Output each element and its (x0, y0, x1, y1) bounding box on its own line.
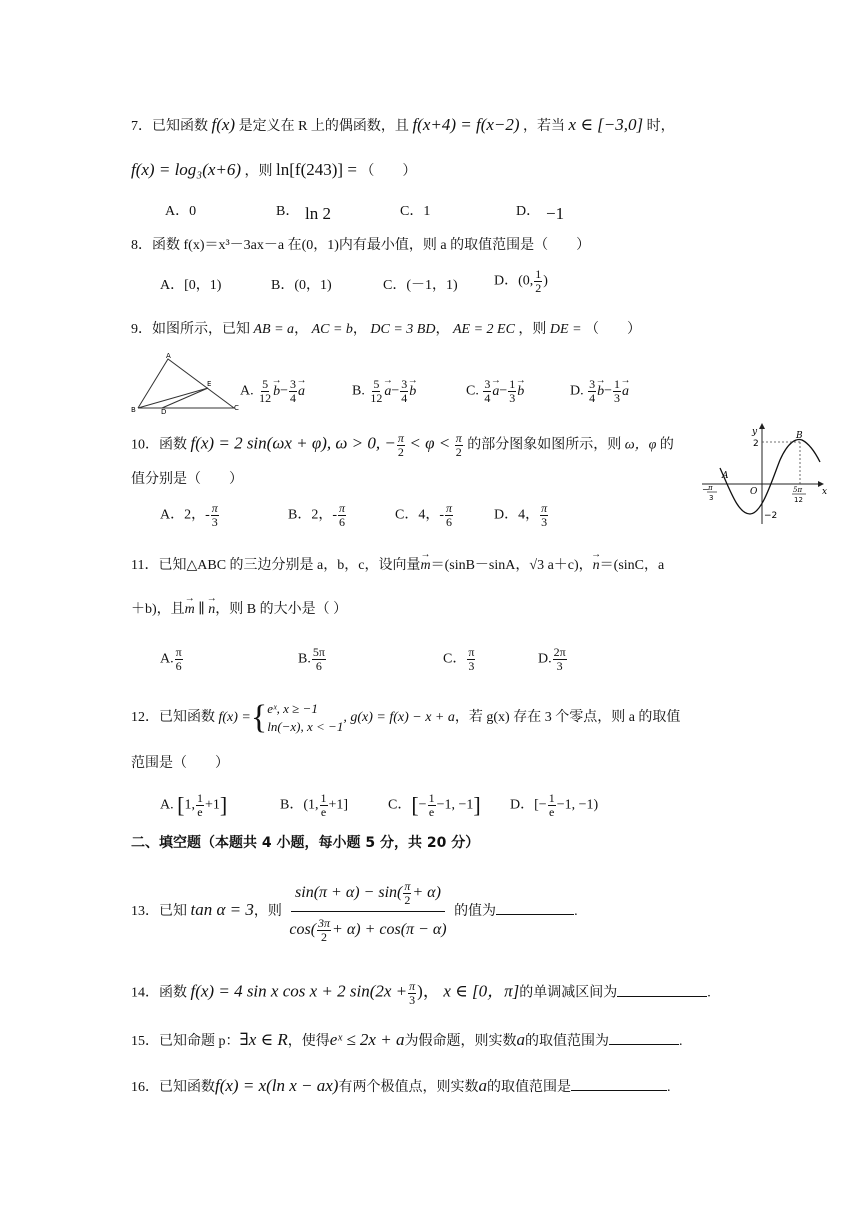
q13-then: ，则 (253, 904, 282, 919)
q7-then: ，则 (244, 164, 273, 179)
q9-option-a: A. $\frac{5}{12}$ → b− $\frac{3}{4}$ → a (240, 378, 305, 405)
q9-vector-ac: AC = b (311, 322, 353, 337)
q11-question: ，则 B 的大小是（ ） (215, 602, 348, 617)
q11-option-b: B. $\frac{5\pi}{6}$ (298, 645, 325, 673)
q7-eq: f(x+4) = f(x−2) (412, 115, 520, 134)
q13-value-is: 的值为 (454, 904, 497, 919)
q12-option-c: C．[− $\frac{1}{e}$ −1, −1] (388, 791, 481, 819)
q7-paren: （ ） (360, 164, 417, 179)
q12-option-b: B．(1, $\frac{1}{e}$ +1] (280, 791, 349, 819)
q7-option-d-value: −1 (546, 204, 565, 223)
q10-option-b: B．2，- $\frac{\pi}{6}$ (288, 501, 346, 529)
q9-label-a: A (166, 352, 171, 360)
q7-option-b-value: ln 2 (305, 204, 331, 223)
q14-frac: $\frac{\pi}{3}$ (409, 979, 416, 1007)
q10-point-a: A (722, 471, 729, 481)
q9-vector-dc: DC = 3 BD (370, 322, 436, 337)
q10-desc: 的部分图象如图所示，则 (467, 437, 622, 453)
q14-question: 的单调减区间为 (519, 985, 618, 1001)
q10-tick-3: 3 (709, 494, 714, 502)
q8-option-c: C．(－1，1) (383, 278, 458, 293)
q10-tick-5pi: 5π (793, 486, 803, 494)
q7-fx: f(x) (211, 115, 236, 134)
q10-sine-graph (700, 420, 830, 526)
q15-condition: ∃x ∈ R (239, 1030, 288, 1049)
q11-line1 (131, 556, 664, 576)
q7-if: ，若当 (523, 119, 566, 134)
q7-line2 (131, 160, 416, 182)
q9-stem: 9．如图所示，已知 AB = a， AC = b， DC = 3 BD， AE = 2 EC ，则 DE = （ ） (131, 322, 642, 337)
q8-fraction: $\frac{1}{2}$ (535, 267, 542, 295)
q14-intro: 14．函数 (131, 985, 187, 1001)
q12-case2: ln(−x), x < −1 (267, 719, 344, 734)
q11-option-d: D. $\frac{2\pi}{3}$ (538, 645, 566, 673)
q10-stem (131, 432, 674, 459)
q10-line2: 值分别是（ ） (131, 472, 243, 487)
q12-case1: eˣ, x ≥ −1 (267, 701, 318, 716)
q11-m-value: ＝(sinB－sinA，√3 a＋c)， (430, 558, 593, 573)
q16-function: f(x) = x(ln x − ax) (215, 1076, 339, 1095)
q9-vector-ae: AE = 2 EC (452, 322, 515, 337)
q10-axis-y: y (752, 427, 758, 437)
q10-vars: ω，φ (624, 437, 657, 453)
q11-line2: ＋b)，且→ m ∥ → n，则 B 的大小是（ ） (131, 600, 347, 620)
q12-fx: f(x) = (218, 710, 251, 726)
q12-desc: ，若 g(x) 存在 3 个零点，则 a 的取值 (454, 710, 681, 726)
q11-option-a: A. $\frac{\pi}{6}$ (160, 645, 182, 673)
section-heading: 二、填空题（本题共 4 小题，每小题 5 分，共 20 分） (131, 835, 480, 851)
q14-domain: x ∈ [0，π] (443, 981, 520, 1001)
q10-tick-neg2: −2 (764, 511, 778, 521)
q16-line: 16．已知函数f(x) = x(ln x − ax)有两个极值点，则实数a的取值范围是 . (131, 1076, 671, 1095)
q13-intro: 13．已知 (131, 904, 187, 919)
q12-option-d: D．[− $\frac{1}{e}$ −1, −1) (510, 791, 599, 819)
q9-vector-ab: AB = a (253, 322, 295, 337)
q14-function: f(x) = 4 sin x cos x + 2 sin(2x + (190, 981, 408, 1001)
q7-when: 时， (646, 119, 675, 134)
q9-then: ，则 (518, 322, 547, 337)
q8-option-b: B．(0，1) (271, 278, 332, 293)
q12-cases (267, 700, 343, 736)
q12-intro: 12．已知函数 (131, 710, 215, 726)
q10-tail: 的 (659, 437, 674, 453)
q9-label-b: B (131, 406, 136, 414)
q11-cont: ＋b)，且 (131, 602, 185, 617)
q10-axis-x: x (822, 487, 828, 497)
q8-option-d (494, 268, 548, 295)
q13-condition: tan α = 3 (190, 900, 254, 919)
q16-answer-blank[interactable] (571, 1076, 667, 1091)
q12-line2: 范围是（ ） (131, 756, 229, 771)
q8-option-a: A．[0，1) (160, 278, 222, 293)
q10-tick-12: 12 (794, 496, 803, 504)
q11-vector-n: → n (593, 556, 600, 576)
q13-denominator: cos( $\frac{3\pi}{2}$ + α) + cos(π − α) (289, 916, 447, 945)
q7-option-c: C．1 (400, 204, 431, 219)
q12-option-a: A. [1, $\frac{1}{e}$ +1] (160, 791, 228, 819)
q7-option-b-label: B． (276, 204, 300, 219)
q11-vector-m: → m (420, 556, 430, 576)
q7-intro: 7．已知函数 (131, 119, 208, 134)
q10-option-a: A．2，- $\frac{\pi}{3}$ (160, 501, 218, 529)
q15-inequality: eˣ ≤ 2x + a (329, 1030, 405, 1049)
q13-fraction (285, 875, 450, 948)
q8-option-d-pre: D．(0, (494, 273, 534, 289)
q15-answer-blank[interactable] (609, 1030, 679, 1045)
q7-option-a: A．0 (165, 204, 197, 219)
q7-domain: x ∈ [−3,0] (568, 115, 644, 134)
q9-option-b: B. $\frac{5}{12}$ → a− $\frac{3}{4}$ → b (352, 378, 416, 405)
q7-option-d-label: D． (516, 204, 541, 219)
q14-line: 14．函数 f(x) = 4 sin x cos x + 2 sin(2x + $\frac{\pi}{3}$ )， x ∈ [0，π]的单调减区间为 . (131, 979, 711, 1007)
q9-intro: 9．如图所示，已知 (131, 322, 250, 337)
q10-tick-2: 2 (753, 439, 759, 449)
q8-option-d-post: ) (543, 273, 548, 289)
q13-answer-blank[interactable] (496, 900, 574, 915)
q9-option-c: C. $\frac{3}{4}$ → a− $\frac{1}{3}$ → b (466, 378, 524, 405)
q9-vector-de: DE = (549, 322, 582, 337)
q7-desc: 是定义在 R 上的偶函数，且 (238, 119, 409, 134)
q10-option-d: D．4， $\frac{\pi}{3}$ (494, 501, 548, 529)
q7-expr: ln[f(243)] = (276, 160, 357, 179)
q10-tick-pi: π (708, 484, 713, 492)
q15-intro: 15．已知命题 p： (131, 1034, 240, 1049)
q10-function: f(x) = 2 sin(ωx + φ), ω > 0, − (190, 433, 396, 453)
q13-numerator: sin(π + α) − sin( $\frac{\pi}{2}$ + α) (291, 875, 445, 912)
q12-g: , g(x) = f(x) − x + a (343, 710, 455, 726)
q11-n-value: ＝(sinC，a (599, 558, 665, 573)
q11-option-c: C． $\frac{\pi}{3}$ (443, 645, 475, 673)
q12-line1 (131, 700, 680, 736)
q10-intro: 10．函数 (131, 437, 187, 453)
q10-option-c: C．4，- $\frac{\pi}{6}$ (395, 501, 453, 529)
q8-stem: 8．函数 f(x)＝x³－3ax－a 在(0，1)内有最小值，则 a 的取值范围是（ ） (131, 238, 591, 253)
q9-paren: （ ） (585, 322, 642, 337)
q7-log-eq: f(x) = log₃(x+6) (131, 160, 242, 179)
q11-intro: 11．已知△ABC 的三边分别是 a，b，c，设向量 (131, 558, 421, 573)
q9-label-e: E (207, 380, 212, 388)
q14-answer-blank[interactable] (617, 982, 707, 997)
q11-parallel: ∥ (198, 602, 205, 617)
q9-label-c: C (234, 404, 239, 412)
q9-triangle-figure (130, 352, 242, 414)
q10-origin: O (750, 487, 758, 497)
q7-line1 (131, 115, 675, 137)
q9-option-d: D. $\frac{3}{4}$ → b− $\frac{1}{3}$ → a (570, 378, 629, 405)
q15-line: 15．已知命题 p：∃x ∈ R，使得eˣ ≤ 2x + a为假命题，则实数a的取值范围为 . (131, 1030, 683, 1049)
q10-frac-left: $\frac{\pi}{2}$ (397, 431, 404, 459)
q10-phi-range: < φ < (409, 433, 451, 453)
q13-line: 13．已知 tan α = 3，则 sin(π + α) − sin( $\frac{\pi}{2}$ + α) cos( $\frac{3\pi}{2}$ + α) + cos(π − α) 的值为 . (131, 870, 578, 952)
q10-point-b: B (796, 431, 803, 441)
q10-tick-minus: − (702, 485, 709, 494)
q10-frac-right: $\frac{\pi}{2}$ (455, 431, 462, 459)
q12-brace: { (250, 699, 268, 736)
q9-label-d: D (161, 408, 167, 414)
q16-intro: 16．已知函数 (131, 1080, 215, 1095)
